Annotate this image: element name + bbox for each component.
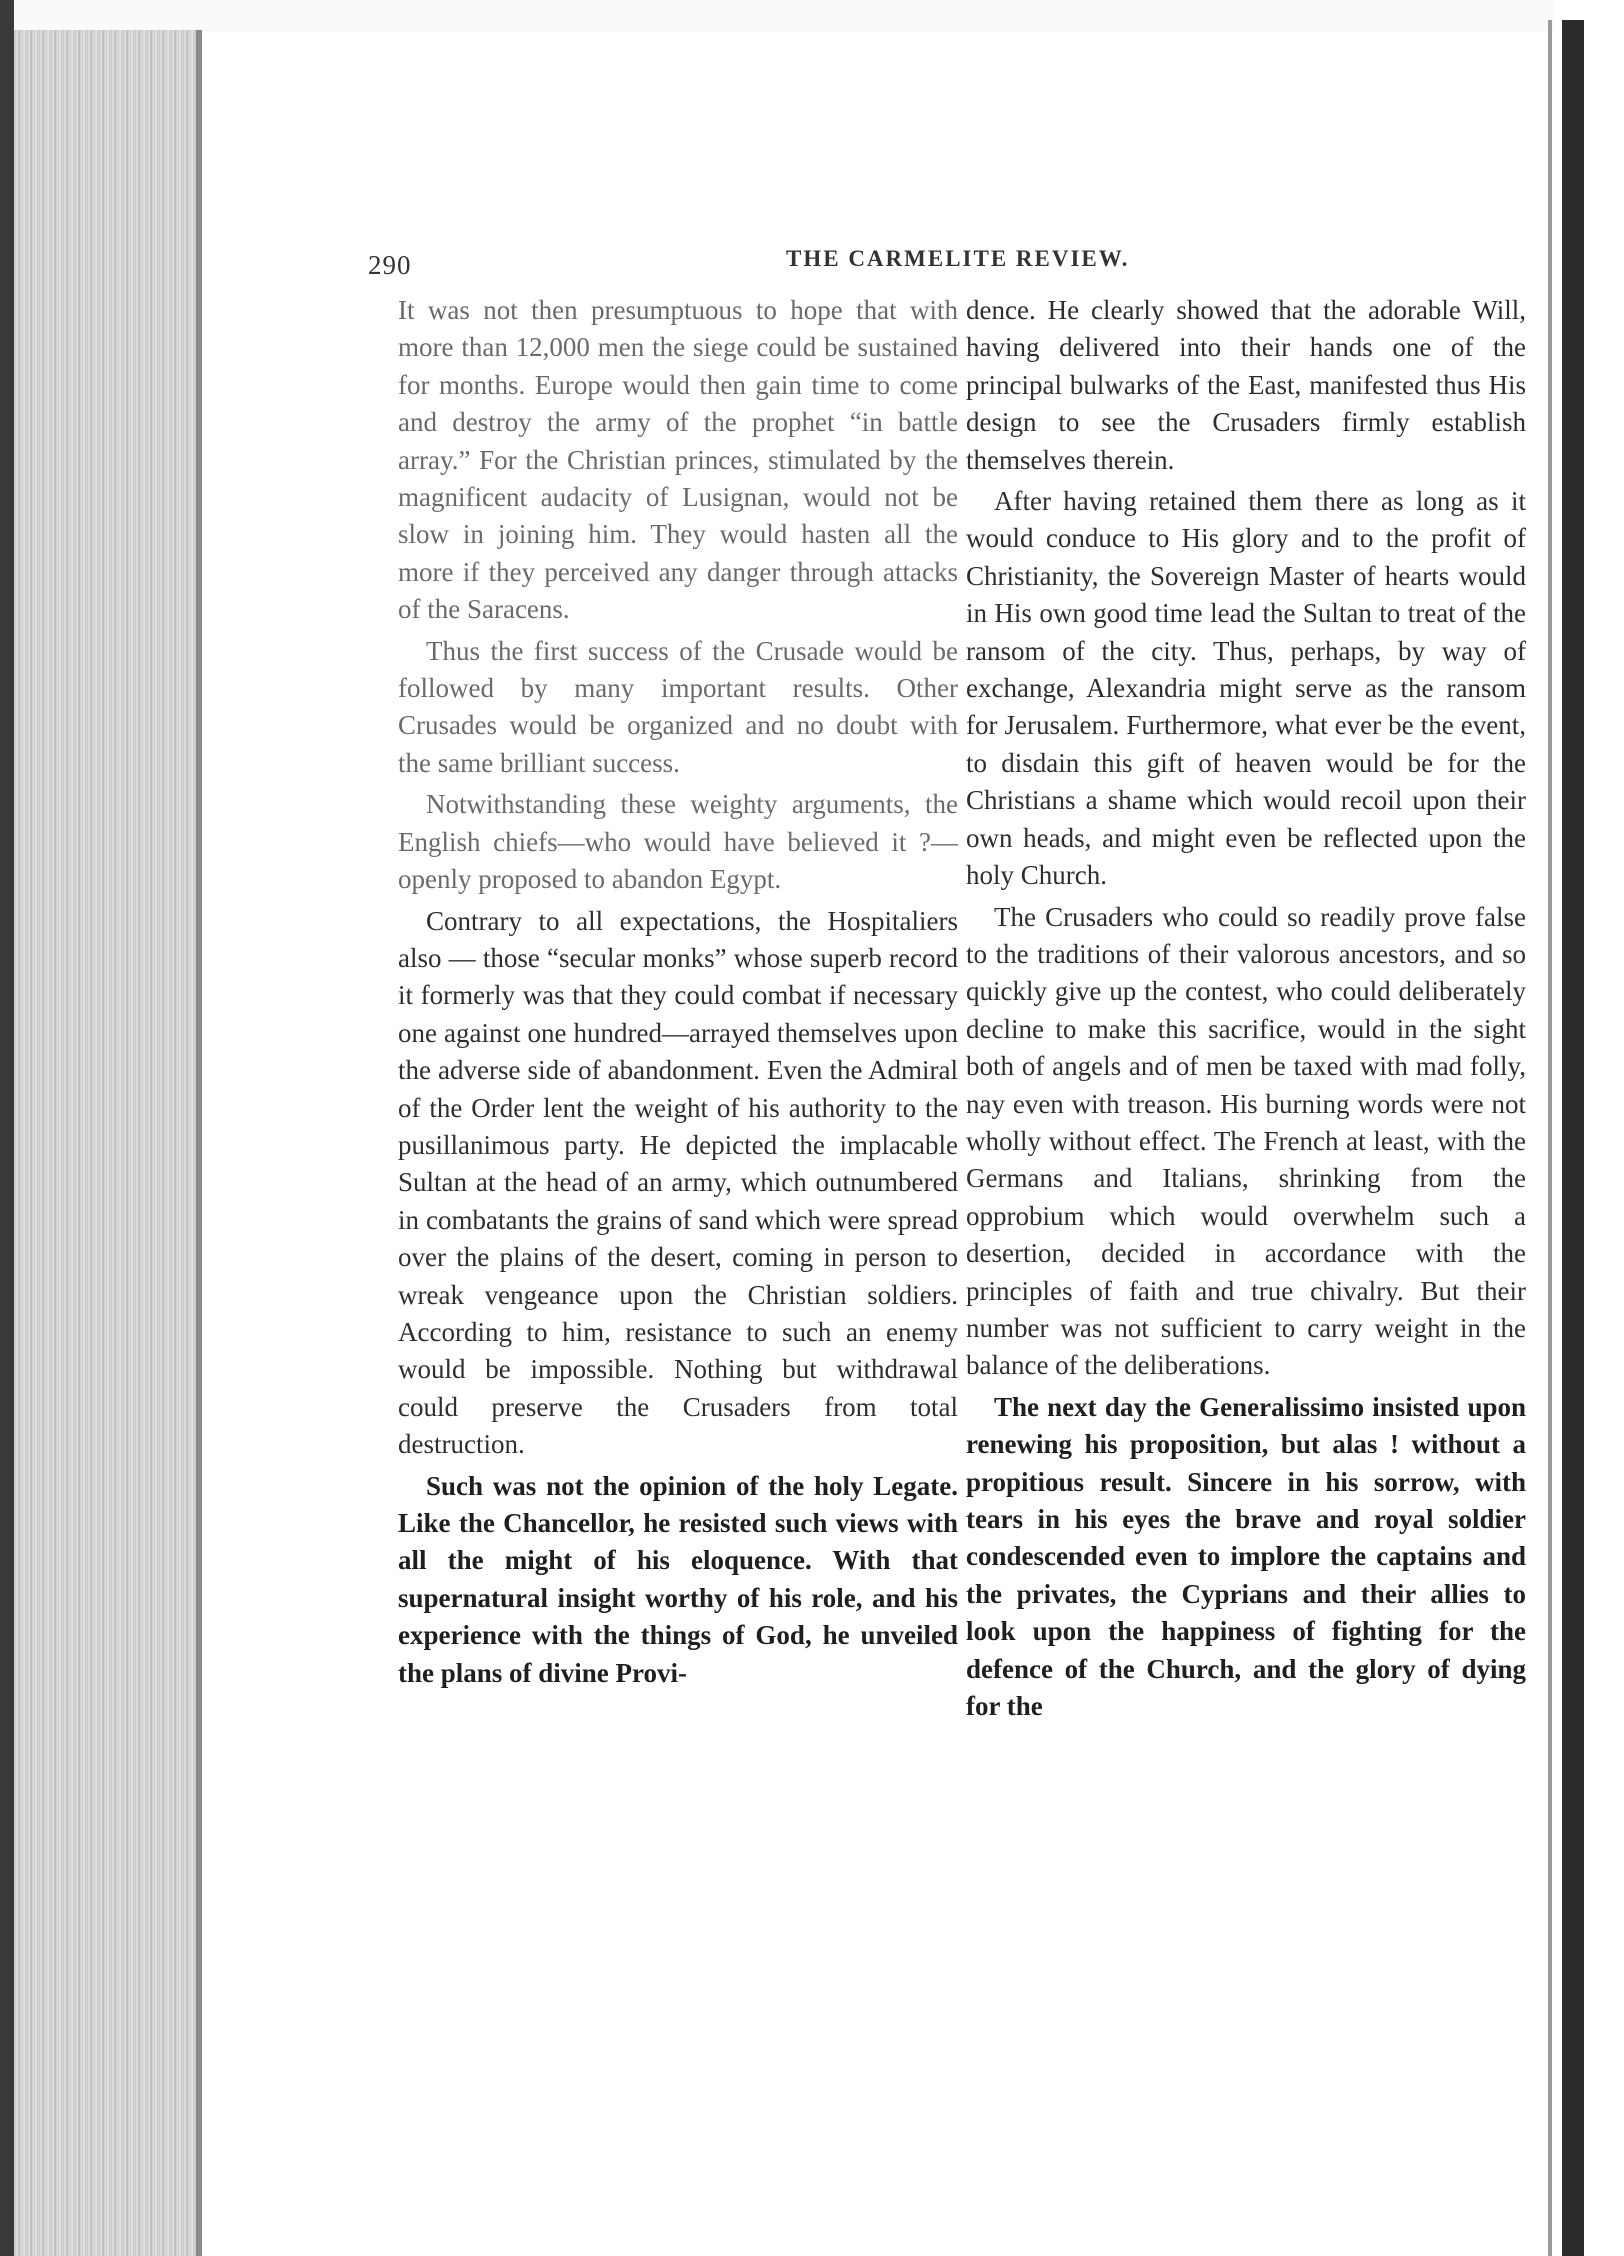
- right-paragraph-4: The next day the Generalissimo insisted upon renewing his proposition, but alas ! without a propitious result. Sincere in his sorrow, with tears in his eyes the brave and royal soldier condescended even to implore the captains and the privates, the Cyprians and their allies to look upon the happiness of fighting for the defence of the Church, and the glory of dying for the: [966, 1391, 1526, 1722]
- left-column: [398, 292, 958, 1696]
- right-paragraph-1: dence. He clearly showed that the adorable Will, having delivered into their hands one of the principal bulwarks of the East, manifested thus His design to see the Crusaders firmly establish themselves therein.: [966, 295, 1526, 475]
- right-paragraph-2: After having retained them there as long as it would conduce to His glory and to the profit of Christianity, the Sovereign Master of hearts would in His own good time lead the Sultan to treat of the ransom of the city. Thus, perhaps, by way of exchange, Alexandria might serve as the ransom for Jerusalem. Furthermore, what ever be the event, to disdain this gift of heaven would be for the Christians a shame which would recoil upon their own heads, and might even be reflected upon the holy Church.: [966, 486, 1526, 891]
- gutter-edge: [196, 30, 202, 2256]
- right-border-dark: [1562, 20, 1584, 2256]
- left-paragraph-1: It was not then presumptuous to hope that with more than 12,000 men the siege could be sustained for months. Europe would then gain time to come and destroy the army of the prophet “in battle array.” For the Christian princes, stimulated by the magnificent audacity of Lusignan, would not be slow in joining him. They would hasten all the more if they perceived any danger through attacks of the Saracens.: [398, 295, 958, 625]
- left-paragraph-5: Such was not the opinion of the holy Legate. Like the Chancellor, he resisted such views with all the might of his eloquence. With that supernatural insight worthy of his role, and his experience with the things of God, he unveiled the plans of divine Provi-: [398, 1470, 958, 1688]
- running-head: THE CARMELITE REVIEW.: [786, 246, 1130, 271]
- left-paragraph-4: Contrary to all expectations, the Hospitaliers also — those “secular monks” whose superb record it formerly was that they could combat if necessary one against one hundred—arrayed themselves upon the adverse side of abandonment. Even the Admiral of the Order lent the weight of his authority to the pusillanimous party. He depicted the implacable Sultan at the head of an army, which outnumbered in combatants the grains of sand which were spread over the plains of the desert, coming in person to wreak vengeance upon the Christian soldiers. According to him, resistance to such an enemy would be impossible. Nothing but withdrawal could preserve the Crusaders from total destruction.: [398, 905, 958, 1460]
- right-column: [966, 292, 1526, 1729]
- left-paragraph-3: Notwithstanding these weighty arguments, the English chiefs—who would have believed it ?—openly proposed to abandon Egypt.: [398, 789, 958, 895]
- page-border-dark: [0, 0, 14, 2256]
- book-gutter: [14, 30, 200, 2256]
- right-paragraph-3: The Crusaders who could so readily prove false to the traditions of their valorous ancestors, and so quickly give up the contest, who could deliberately decline to make this sacrifice, would in the sight both of angels and of men be taxed with mad folly, nay even with treason. His burning words were not wholly without effect. The French at least, with the Germans and Italians, shrinking from the opprobium which would overwhelm such a desertion, decided in accordance with the principles of faith and true chivalry. But their number was not sufficient to carry weight in the balance of the deliberations.: [966, 901, 1526, 1381]
- left-paragraph-2: Thus the first success of the Crusade would be followed by many important results. Other Crusades would be organized and no doubt with the same brilliant success.: [398, 635, 958, 778]
- top-margin: [14, 0, 1554, 32]
- page-number: 290: [368, 250, 412, 280]
- right-edge-line: [1548, 20, 1552, 2256]
